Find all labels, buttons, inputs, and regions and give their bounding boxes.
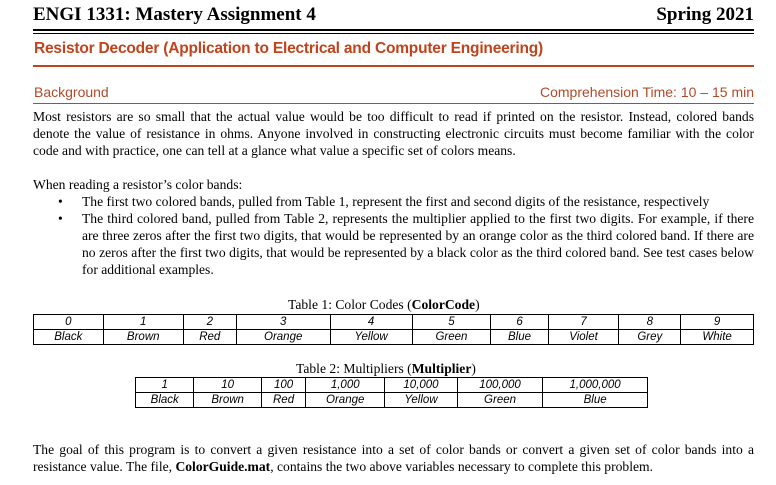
table1-caption-variable: ColorCode xyxy=(411,297,476,312)
table-cell-multiplier: 1,000 xyxy=(306,378,385,393)
table2-caption-suffix: ) xyxy=(471,361,476,376)
table-cell-multiplier: 1,000,000 xyxy=(543,378,648,393)
closing-paragraph xyxy=(33,441,754,475)
bullet-icon: • xyxy=(58,194,63,209)
table-cell-digit: 6 xyxy=(491,315,548,330)
assignment-title: Resistor Decoder (Application to Electrical and Computer Engineering) xyxy=(34,40,543,57)
bullet-text: The first two colored bands, pulled from Table 1, represent the first and second digits of the resistance, respectively xyxy=(82,194,710,209)
list-item xyxy=(58,210,754,278)
table-cell-multiplier: 100 xyxy=(261,378,305,393)
table-cell-digit: 2 xyxy=(183,315,236,330)
table-cell-digit: 4 xyxy=(330,315,412,330)
table-row xyxy=(136,378,648,393)
table-cell-digit: 3 xyxy=(236,315,330,330)
table-cell-digit: 0 xyxy=(34,315,104,330)
data-file-name: ColorGuide.mat xyxy=(175,459,271,474)
table-cell-color: Yellow xyxy=(330,330,412,345)
closing-text-before: The goal of this program is to convert a given resistance into a set of color bands or convert a given set of color bands into a resistance value. The file, xyxy=(33,442,754,474)
term-label: Spring 2021 xyxy=(656,4,754,25)
table-cell-color: Brown xyxy=(194,393,261,408)
table-cell-digit: 7 xyxy=(548,315,619,330)
table-cell-color: Red xyxy=(183,330,236,345)
table-cell-digit: 5 xyxy=(412,315,491,330)
table-cell-color: White xyxy=(681,330,754,345)
table-cell-color: Blue xyxy=(491,330,548,345)
table-row xyxy=(34,330,754,345)
subheader-rule xyxy=(33,103,754,104)
bullet-icon: • xyxy=(58,211,63,226)
table-row xyxy=(34,315,754,330)
table-cell-color: Violet xyxy=(548,330,619,345)
table-cell-multiplier: 100,000 xyxy=(457,378,542,393)
subheader-row xyxy=(34,82,754,102)
background-heading: Background xyxy=(34,84,109,100)
table-cell-color: Blue xyxy=(543,393,648,408)
document-header xyxy=(33,2,754,28)
table2-caption xyxy=(296,361,476,377)
color-codes-table xyxy=(33,314,754,345)
table-cell-color: Grey xyxy=(619,330,681,345)
course-title: ENGI 1331: Mastery Assignment 4 xyxy=(33,4,316,25)
table-cell-color: Yellow xyxy=(385,393,458,408)
list-item xyxy=(58,193,754,210)
table-cell-multiplier: 10,000 xyxy=(385,378,458,393)
table-cell-color: Black xyxy=(34,330,104,345)
table-cell-color: Red xyxy=(261,393,305,408)
table-cell-multiplier: 1 xyxy=(136,378,194,393)
lead-paragraph: When reading a resistor’s color bands: xyxy=(33,177,243,192)
table-cell-color: Brown xyxy=(103,330,183,345)
table2-caption-variable: Multiplier xyxy=(411,361,472,376)
header-rule-thin xyxy=(33,33,754,34)
table-cell-color: Orange xyxy=(306,393,385,408)
table-cell-digit: 8 xyxy=(619,315,681,330)
title-underline xyxy=(33,65,754,67)
intro-paragraph: Most resistors are so small that the actual value would be too difficult to read if printed on the resistor. Instead, colored bands denote the value of resistance in ohms. Anyone involved in constructing electronic circuits must become familiar with the color code and with practice, one can tell at a glance what value a specific set of colors means. xyxy=(33,109,754,158)
table-cell-color: Orange xyxy=(236,330,330,345)
table-row xyxy=(136,393,648,408)
table-cell-color: Black xyxy=(136,393,194,408)
table1-caption-prefix: Table 1: Color Codes ( xyxy=(288,297,412,312)
multipliers-table xyxy=(135,377,648,408)
bullet-text: The third colored band, pulled from Table 2, represents the multiplier applied to the first two digits. For example, if there are three zeros after the first two digits, that would be represented by an orange color as the third colored band. If there are no zeros after the first two digits, that would be represented by a black color as the third colored band. See test cases below for additional examples. xyxy=(82,211,754,277)
table-cell-color: Green xyxy=(457,393,542,408)
table1-caption-suffix: ) xyxy=(475,297,480,312)
band-rules-list xyxy=(58,193,754,278)
table1-caption xyxy=(288,297,480,313)
comprehension-time: Comprehension Time: 10 – 15 min xyxy=(540,84,754,100)
header-rule-thick xyxy=(33,29,754,31)
closing-text-after: , contains the two above variables necessary to complete this problem. xyxy=(270,459,653,474)
table2-caption-prefix: Table 2: Multipliers ( xyxy=(296,361,412,376)
table-cell-digit: 9 xyxy=(681,315,754,330)
table-cell-color: Green xyxy=(412,330,491,345)
table-cell-digit: 1 xyxy=(103,315,183,330)
table-cell-multiplier: 10 xyxy=(194,378,261,393)
